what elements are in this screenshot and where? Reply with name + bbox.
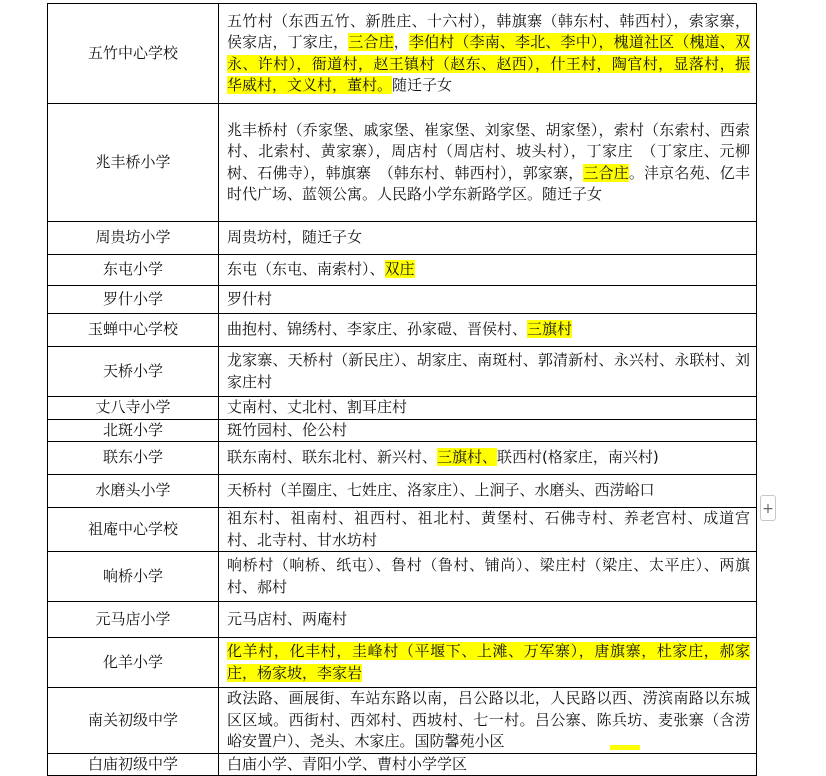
- area-text: 。沣京名苑、亿丰时代广场、蓝领公寓。人民路小学东新路学区。随迁子女: [227, 163, 750, 203]
- table-row: [48, 347, 757, 397]
- school-name-cell: 联东小学: [48, 442, 219, 475]
- attendance-area-cell: [219, 475, 757, 508]
- highlighted-text: 三旗村: [527, 320, 573, 339]
- attendance-area-cell: [219, 552, 757, 602]
- table-row: [48, 638, 757, 688]
- attendance-area-cell: [219, 753, 757, 776]
- school-name-cell: 南关初级中学: [48, 688, 219, 754]
- highlighted-text: 三合庄: [348, 33, 394, 51]
- area-text: 罗什村: [227, 289, 273, 308]
- table-row: [48, 104, 757, 222]
- table-row: [48, 314, 757, 347]
- area-text: 白庙小学、青阳小学、曹村小学学区: [227, 754, 468, 773]
- school-name-cell: 东屯小学: [48, 255, 219, 286]
- table-row: [48, 552, 757, 602]
- highlighted-text: 三合庄: [583, 163, 629, 182]
- area-text: 联东南村、联东北村、新兴村、: [227, 448, 438, 467]
- highlighted-text: 三旗村、: [437, 448, 498, 467]
- attendance-area-cell: [219, 4, 757, 104]
- school-name-cell: 五竹中心学校: [48, 4, 219, 104]
- table-row: [48, 255, 757, 286]
- school-name-cell: 北斑小学: [48, 419, 219, 442]
- area-text: 兆丰桥村（乔家堡、戚家堡、崔家堡、刘家堡、胡家堡），索村（东索村、西索村、北索村、黄家寨），周店村（周店村、坡头村），丁家庄 （丁家庄、元柳树、石佛寺），韩旗寨 （韩东村、韩西村），郭家寨，: [227, 120, 750, 182]
- table-row: [48, 442, 757, 475]
- highlighted-text: 化羊村，化丰村，圭峰村（平堰下、上滩、万军寨），唐旗寨，杜家庄，郝家庄，杨家坡，李家岩: [227, 642, 750, 682]
- school-name-cell: 祖庵中心学校: [48, 508, 219, 552]
- school-name-cell: 玉蝉中心学校: [48, 314, 219, 347]
- school-name-cell: 丈八寺小学: [48, 397, 219, 420]
- table-row: [48, 419, 757, 442]
- attendance-area-cell: [219, 255, 757, 286]
- area-text: 政法路、画展街、车站东路以南，吕公路以北，人民路以西、涝滨南路以东城区区域。西街村、西郊村、西坡村、七一村。吕公寨、陈兵坊、麦张寨（含涝峪安置户）、尧头、木家庄。国防馨苑小区: [227, 689, 750, 750]
- table-row: [48, 4, 757, 104]
- table-row: [48, 753, 757, 776]
- add-row-button[interactable]: +: [760, 495, 776, 521]
- table-row: [48, 222, 757, 255]
- school-name-cell: 元马店小学: [48, 602, 219, 638]
- attendance-area-cell: [219, 442, 757, 475]
- attendance-area-cell: [219, 419, 757, 442]
- attendance-area-cell: [219, 286, 757, 314]
- area-text: 随迁子女: [392, 76, 453, 94]
- attendance-area-cell: [219, 347, 757, 397]
- table-row: [48, 508, 757, 552]
- school-name-cell: 水磨头小学: [48, 475, 219, 508]
- area-text: 祖东村、祖南村、祖西村、祖北村、黄堡村、石佛寺村、养老宫村、成道宫村、北寺村、甘水坊村: [227, 509, 750, 549]
- school-name-cell: 白庙初级中学: [48, 753, 219, 776]
- area-text: 曲抱村、锦绣村、李家庄、孙家磑、晋侯村、: [227, 320, 528, 339]
- table-row: [48, 602, 757, 638]
- attendance-area-cell: [219, 104, 757, 222]
- table-row: [48, 286, 757, 314]
- area-text: ，: [393, 33, 409, 51]
- highlighted-text: 李伯村（李南、李北、李中），槐道社区（槐道、双永、许村），衙道村，赵王镇村（赵东、赵西），什王村，陶官村，显落村，振华威村，文义村，董村。: [227, 33, 750, 94]
- highlighted-text: 双庄: [384, 260, 415, 279]
- attendance-area-cell: [219, 508, 757, 552]
- attendance-area-cell: [219, 638, 757, 688]
- area-text: 丈南村、丈北村、割耳庄村: [227, 398, 408, 416]
- attendance-area-cell: [219, 314, 757, 347]
- attendance-area-cell: [219, 397, 757, 420]
- school-name-cell: 周贵坊小学: [48, 222, 219, 255]
- area-text: 五竹村（东西五竹、新胜庄、十六村），韩旗寨（韩东村、韩西村），索家寨，侯家店，丁家庄，: [227, 11, 750, 51]
- area-text: 响桥村（响桥、纸屯）、鲁村（鲁村、铺尚）、梁庄村（梁庄、太平庄）、两旗村、郝村: [227, 556, 750, 596]
- attendance-area-cell: [219, 602, 757, 638]
- table-row: [48, 397, 757, 420]
- area-text: 天桥村（羊圈庄、七姓庄、洛家庄）、上涧子、水磨头、西涝峪口: [227, 481, 655, 500]
- school-name-cell: 兆丰桥小学: [48, 104, 219, 222]
- school-name-cell: 罗什小学: [48, 286, 219, 314]
- school-name-cell: 化羊小学: [48, 638, 219, 688]
- school-name-cell: 天桥小学: [48, 347, 219, 397]
- school-district-table: [47, 3, 757, 776]
- area-text: 联西村(格家庄，南兴村): [497, 448, 659, 467]
- highlight-fragment: [610, 745, 640, 750]
- table-row: [48, 688, 757, 754]
- area-text: 元马店村、两庵村: [227, 609, 348, 628]
- area-text: 斑竹园村、伦公村: [227, 420, 348, 439]
- attendance-area-cell: [219, 222, 757, 255]
- attendance-area-cell: [219, 688, 757, 754]
- school-name-cell: 响桥小学: [48, 552, 219, 602]
- area-text: 龙家寨、天桥村（新民庄）、胡家庄、南斑村、郭清新村、永兴村、永联村、刘家庄村: [227, 351, 750, 391]
- area-text: 东屯（东屯、南索村）、: [227, 260, 385, 279]
- area-text: 周贵坊村，随迁子女: [227, 228, 363, 247]
- table-row: [48, 475, 757, 508]
